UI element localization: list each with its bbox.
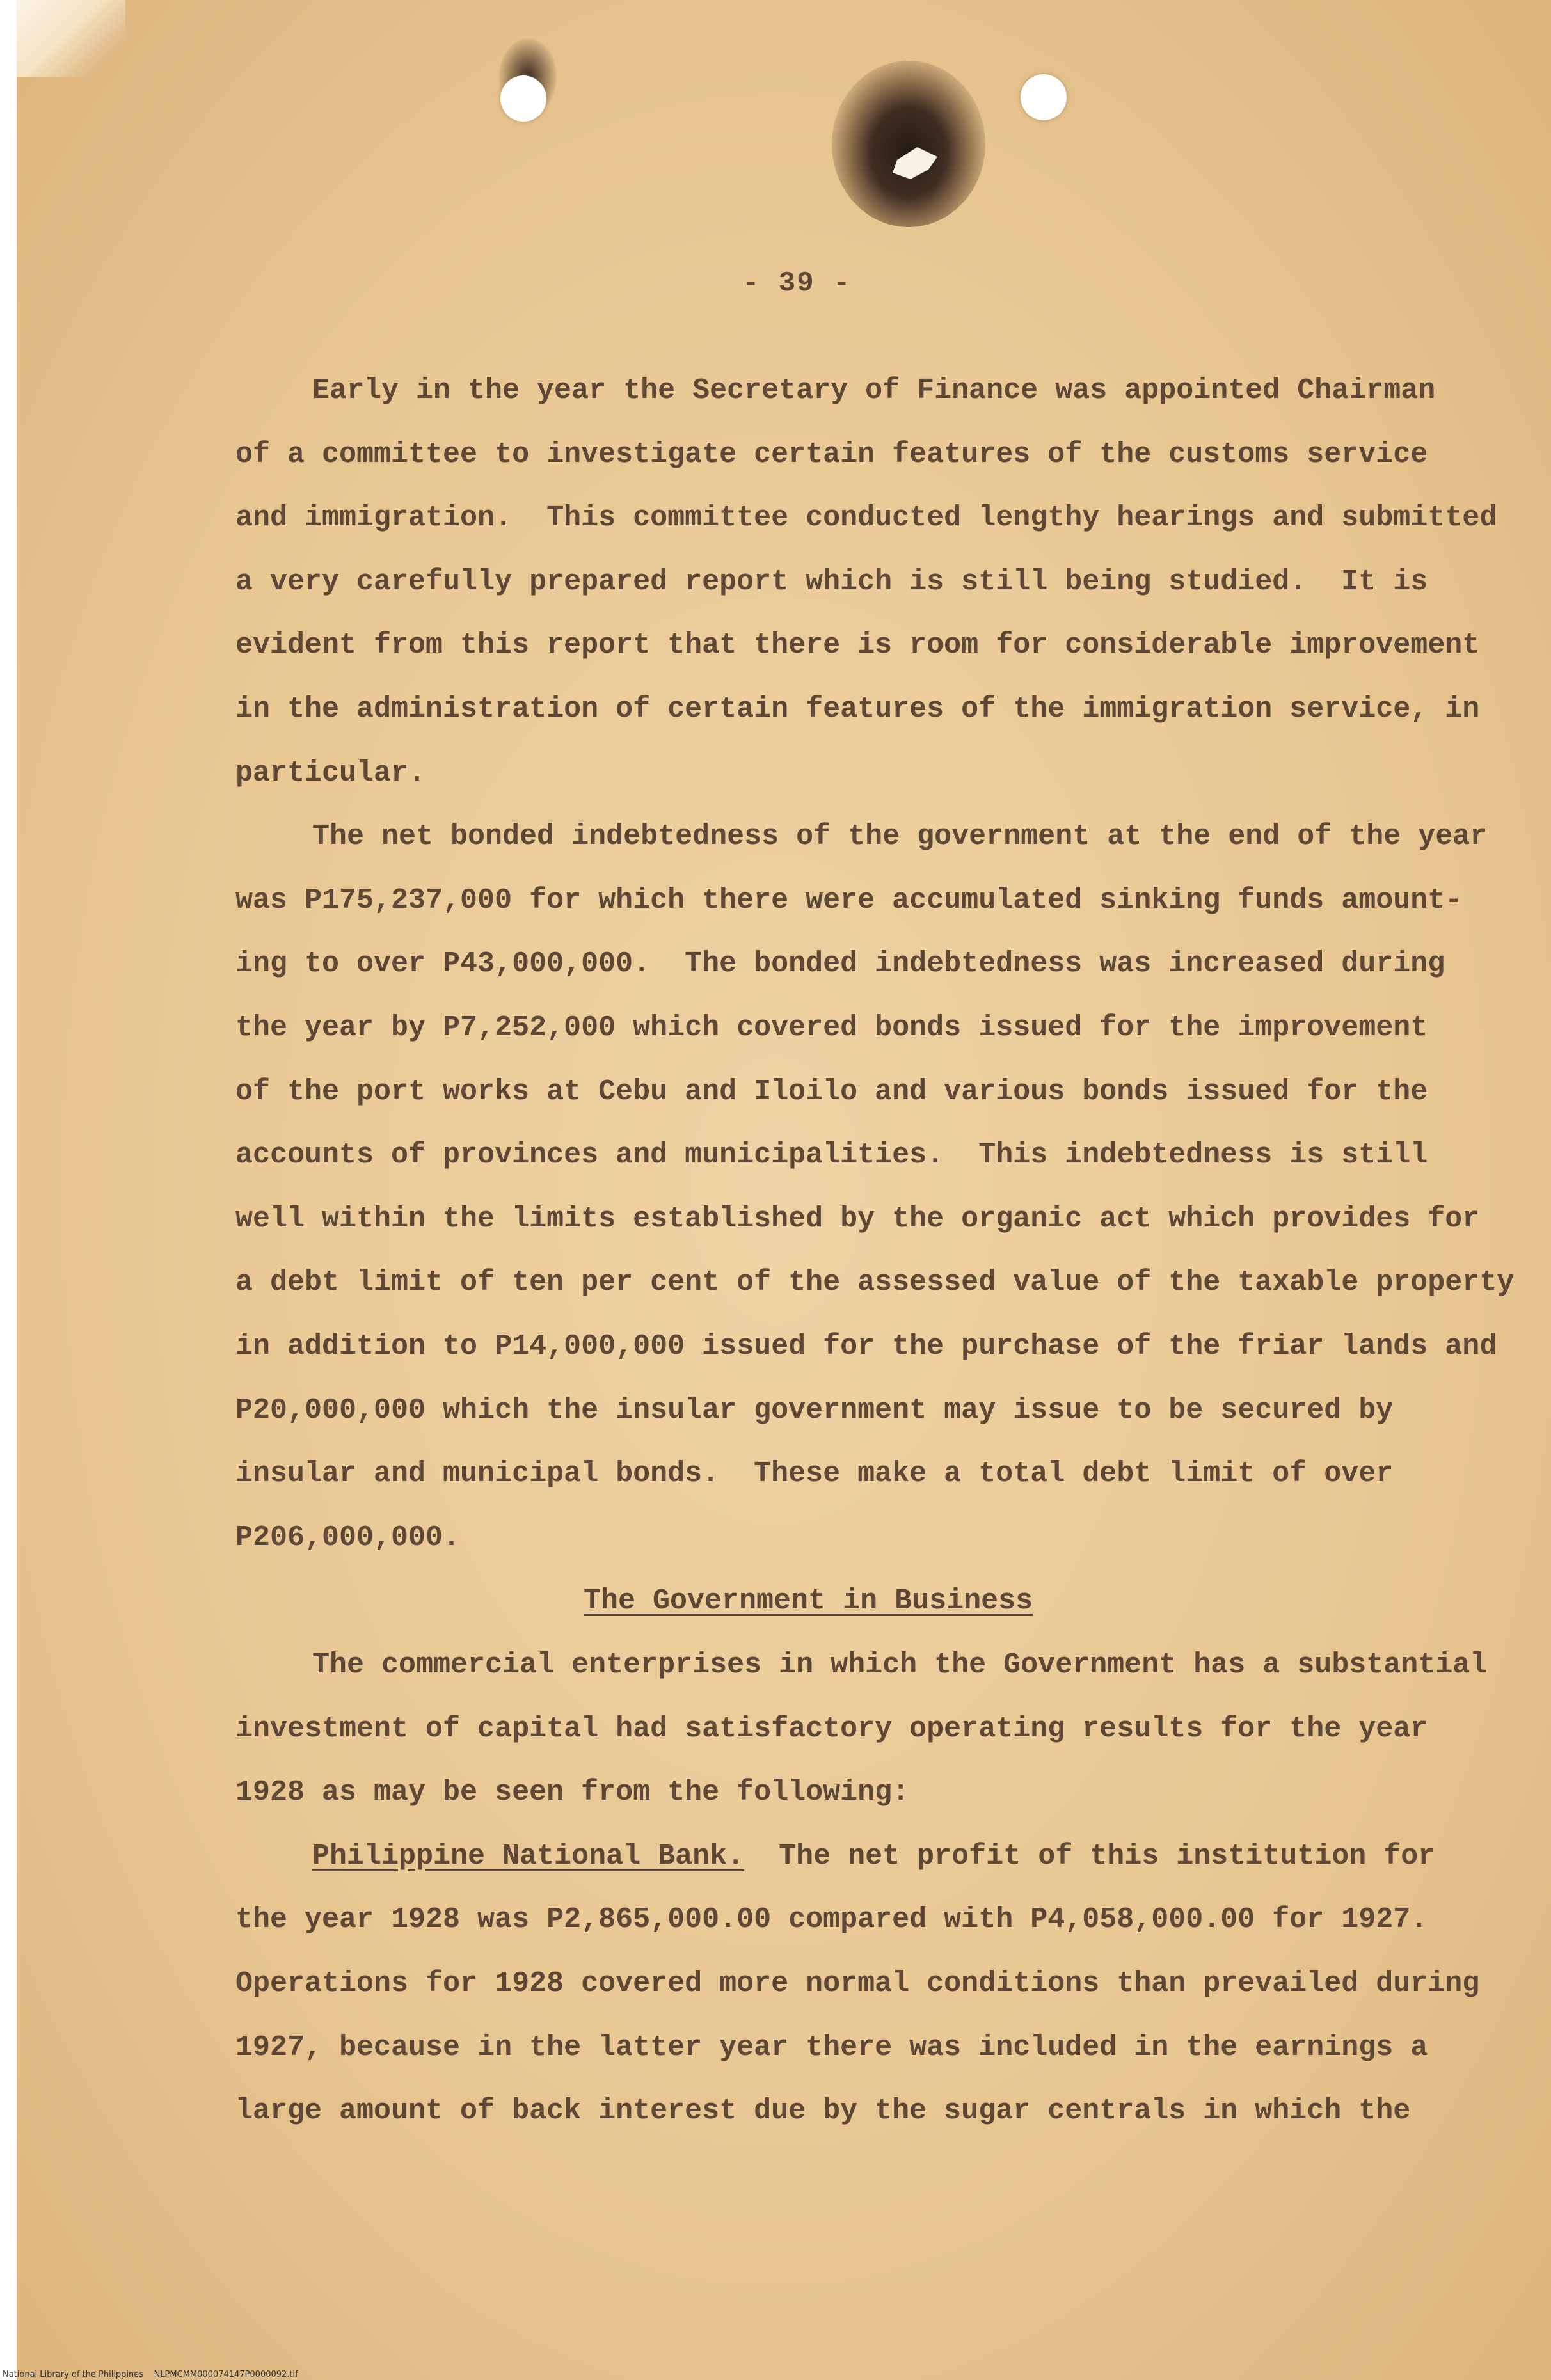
scan-footer: National Library of the Philippines NLPMCMM000074147P0000092.tif — [3, 2370, 298, 2379]
p1-line-5: evident from this report that there is room for considerable improvement — [235, 629, 1480, 662]
p1-line-6: in the administration of certain features of the immigration service, in — [235, 693, 1480, 726]
bank-title: Philippine National Bank. — [312, 1840, 745, 1873]
p1-line-3: and immigration. This committee conducted lengthy hearings and submitted — [235, 502, 1497, 534]
p2-line-9: in addition to P14,000,000 issued for the purchase of the friar lands and — [235, 1330, 1497, 1363]
p4-line-2: the year 1928 was P2,865,000.00 compared with P4,058,000.00 for 1927. — [235, 1903, 1428, 1936]
p4-line-3: Operations for 1928 covered more normal conditions than prevailed during — [235, 1967, 1480, 2000]
p2-line-12: P206,000,000. — [235, 1521, 461, 1554]
p1-line-4: a very carefully prepared report which is still being studied. It is — [235, 566, 1428, 598]
p4-line-5: large amount of back interest due by the sugar centrals in which the — [235, 2095, 1411, 2127]
p2-line-8: a debt limit of ten per cent of the assessed value of the taxable property — [235, 1266, 1515, 1299]
p4-line-1-rest: The net profit of this institution for — [744, 1840, 1436, 1873]
p2-line-10: P20,000,000 which the insular government may issue to be secured by — [235, 1394, 1394, 1427]
p2-line-11: insular and municipal bonds. These make a total debt limit of over — [235, 1457, 1394, 1490]
scan-margin — [0, 0, 17, 2380]
page-number: - 39 - — [742, 267, 852, 299]
p2-line-5: of the port works at Cebu and Iloilo and various bonds issued for the — [235, 1075, 1428, 1108]
burn-mark — [832, 61, 985, 227]
p4-line-1 — [312, 1842, 1435, 1871]
p2-line-7: well within the limits established by the organic act which provides for — [235, 1203, 1480, 1235]
p2-line-1: The net bonded indebtedness of the government at the end of the year — [312, 820, 1488, 853]
p3-line-2: investment of capital had satisfactory operating results for the year — [235, 1713, 1428, 1745]
p2-line-6: accounts of provinces and municipalities. This indebtedness is still — [235, 1139, 1428, 1171]
p2-line-4: the year by P7,252,000 which covered bonds issued for the improvement — [235, 1012, 1428, 1044]
punch-hole-left — [500, 75, 546, 122]
p2-line-2: was P175,237,000 for which there were accumulated sinking funds amount- — [235, 884, 1463, 917]
section-heading: The Government in Business — [584, 1585, 1033, 1617]
p4-line-4: 1927, because in the latter year there was included in the earnings a — [235, 2031, 1428, 2064]
folded-corner — [17, 0, 125, 77]
p3-line-3: 1928 as may be seen from the following: — [235, 1776, 910, 1809]
p1-line-7: particular. — [235, 757, 426, 789]
p1-line-1: Early in the year the Secretary of Finance was appointed Chairman — [312, 374, 1436, 407]
p2-line-3: ing to over P43,000,000. The bonded indebtedness was increased during — [235, 948, 1445, 980]
p3-line-1: The commercial enterprises in which the Government has a substantial — [312, 1649, 1488, 1681]
punch-hole-right — [1021, 74, 1067, 120]
p1-line-2: of a committee to investigate certain features of the customs service — [235, 438, 1428, 471]
